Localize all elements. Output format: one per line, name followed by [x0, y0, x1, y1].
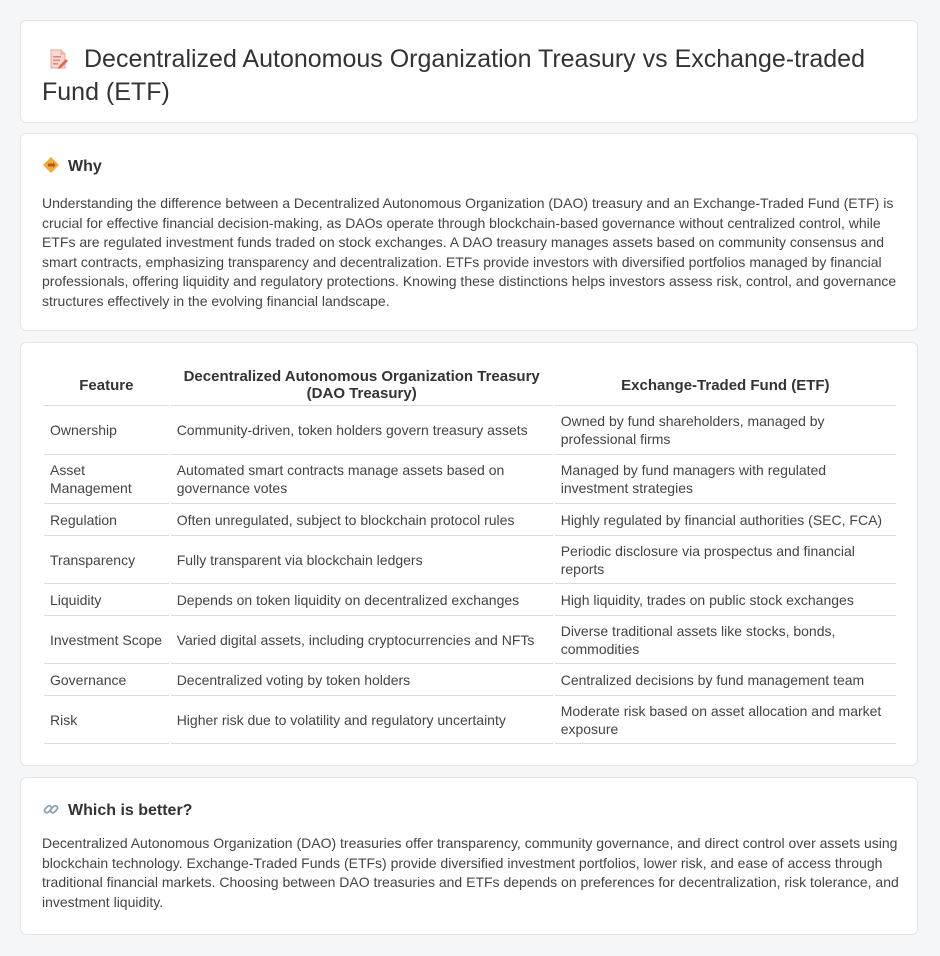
table-row — [44, 616, 896, 664]
comparison-card — [20, 342, 918, 766]
why-heading — [42, 156, 102, 180]
dao-cell: Often unregulated, subject to blockchain protocol rules — [171, 504, 553, 536]
etf-cell: Owned by fund shareholders, managed by professional firms — [555, 406, 896, 455]
feature-cell: Governance — [44, 664, 169, 696]
page-title-text: Decentralized Autonomous Organization Treasury vs Exchange-traded Fund (ETF) — [42, 45, 865, 106]
table-header-row — [44, 365, 896, 406]
table-row — [44, 406, 896, 455]
dao-cell: Varied digital assets, including cryptocurrencies and NFTs — [171, 616, 553, 664]
table-row — [44, 504, 896, 536]
etf-cell: Diverse traditional assets like stocks, bonds, commodities — [555, 616, 896, 664]
better-heading — [42, 800, 192, 824]
comparison-table — [42, 365, 898, 744]
header-feature: Feature — [44, 365, 169, 406]
diamond-signpost-icon — [42, 156, 60, 180]
better-text: Decentralized Autonomous Organization (DAO) treasuries offer transparency, community governance, and direct control over assets using blockchain technology. Exchange-Traded Funds (ETFs) provide diversified investment portfolios, lower risk, and ease of access through traditional financial markets. Choosing between DAO treasuries and ETFs depends on preferences for decentralization, risk tolerance, and investment liquidity. — [42, 835, 899, 910]
etf-cell: Managed by fund managers with regulated investment strategies — [555, 455, 896, 504]
feature-cell: Transparency — [44, 536, 169, 584]
dao-cell: Community-driven, token holders govern treasury assets — [171, 406, 553, 455]
why-section — [20, 133, 918, 331]
etf-cell: Highly regulated by financial authorities (SEC, FCA) — [555, 504, 896, 536]
table-row — [44, 584, 896, 616]
etf-cell: High liquidity, trades on public stock exchanges — [555, 584, 896, 616]
table-row — [44, 536, 896, 584]
why-text: Understanding the difference between a Decentralized Autonomous Organization (DAO) treasury and an Exchange-Traded Fund (ETF) is crucial for effective financial decision-making, as DAOs operate through blockchain-based governance without centralized control, while ETFs are regulated investment funds traded on stock exchanges. A DAO treasury manages assets based on community consensus and smart contracts, emphasizing transparency and decentralization. ETFs provide investors with diversified portfolios managed by financial professionals, offering liquidity and regulatory protections. Knowing these distinctions helps investors assess risk, control, and governance structures effectively in the evolving financial landscape. — [42, 195, 897, 309]
dao-cell: Decentralized voting by token holders — [171, 664, 553, 696]
why-heading-text: Why — [68, 158, 102, 175]
title-card — [20, 20, 918, 123]
etf-cell: Centralized decisions by fund management team — [555, 664, 896, 696]
table-row — [44, 455, 896, 504]
table-row — [44, 696, 896, 744]
which-is-better-section — [20, 777, 918, 935]
feature-cell: Ownership — [44, 406, 169, 455]
dao-cell: Fully transparent via blockchain ledgers — [171, 536, 553, 584]
page-title — [42, 45, 902, 107]
header-dao-treasury: Decentralized Autonomous Organization Treasury (DAO Treasury) — [171, 365, 553, 406]
etf-cell: Moderate risk based on asset allocation and market exposure — [555, 696, 896, 744]
feature-cell: Risk — [44, 696, 169, 744]
dao-cell: Automated smart contracts manage assets based on governance votes — [171, 455, 553, 504]
feature-cell: Liquidity — [44, 584, 169, 616]
document-pencil-icon — [46, 47, 70, 78]
etf-cell: Periodic disclosure via prospectus and financial reports — [555, 536, 896, 584]
feature-cell: Asset Management — [44, 455, 169, 504]
dao-cell: Depends on token liquidity on decentralized exchanges — [171, 584, 553, 616]
better-heading-text: Which is better? — [68, 802, 193, 819]
dao-cell: Higher risk due to volatility and regulatory uncertainty — [171, 696, 553, 744]
feature-cell: Regulation — [44, 504, 169, 536]
header-etf: Exchange-Traded Fund (ETF) — [555, 365, 896, 406]
feature-cell: Investment Scope — [44, 616, 169, 664]
table-row — [44, 664, 896, 696]
link-icon — [42, 800, 60, 824]
